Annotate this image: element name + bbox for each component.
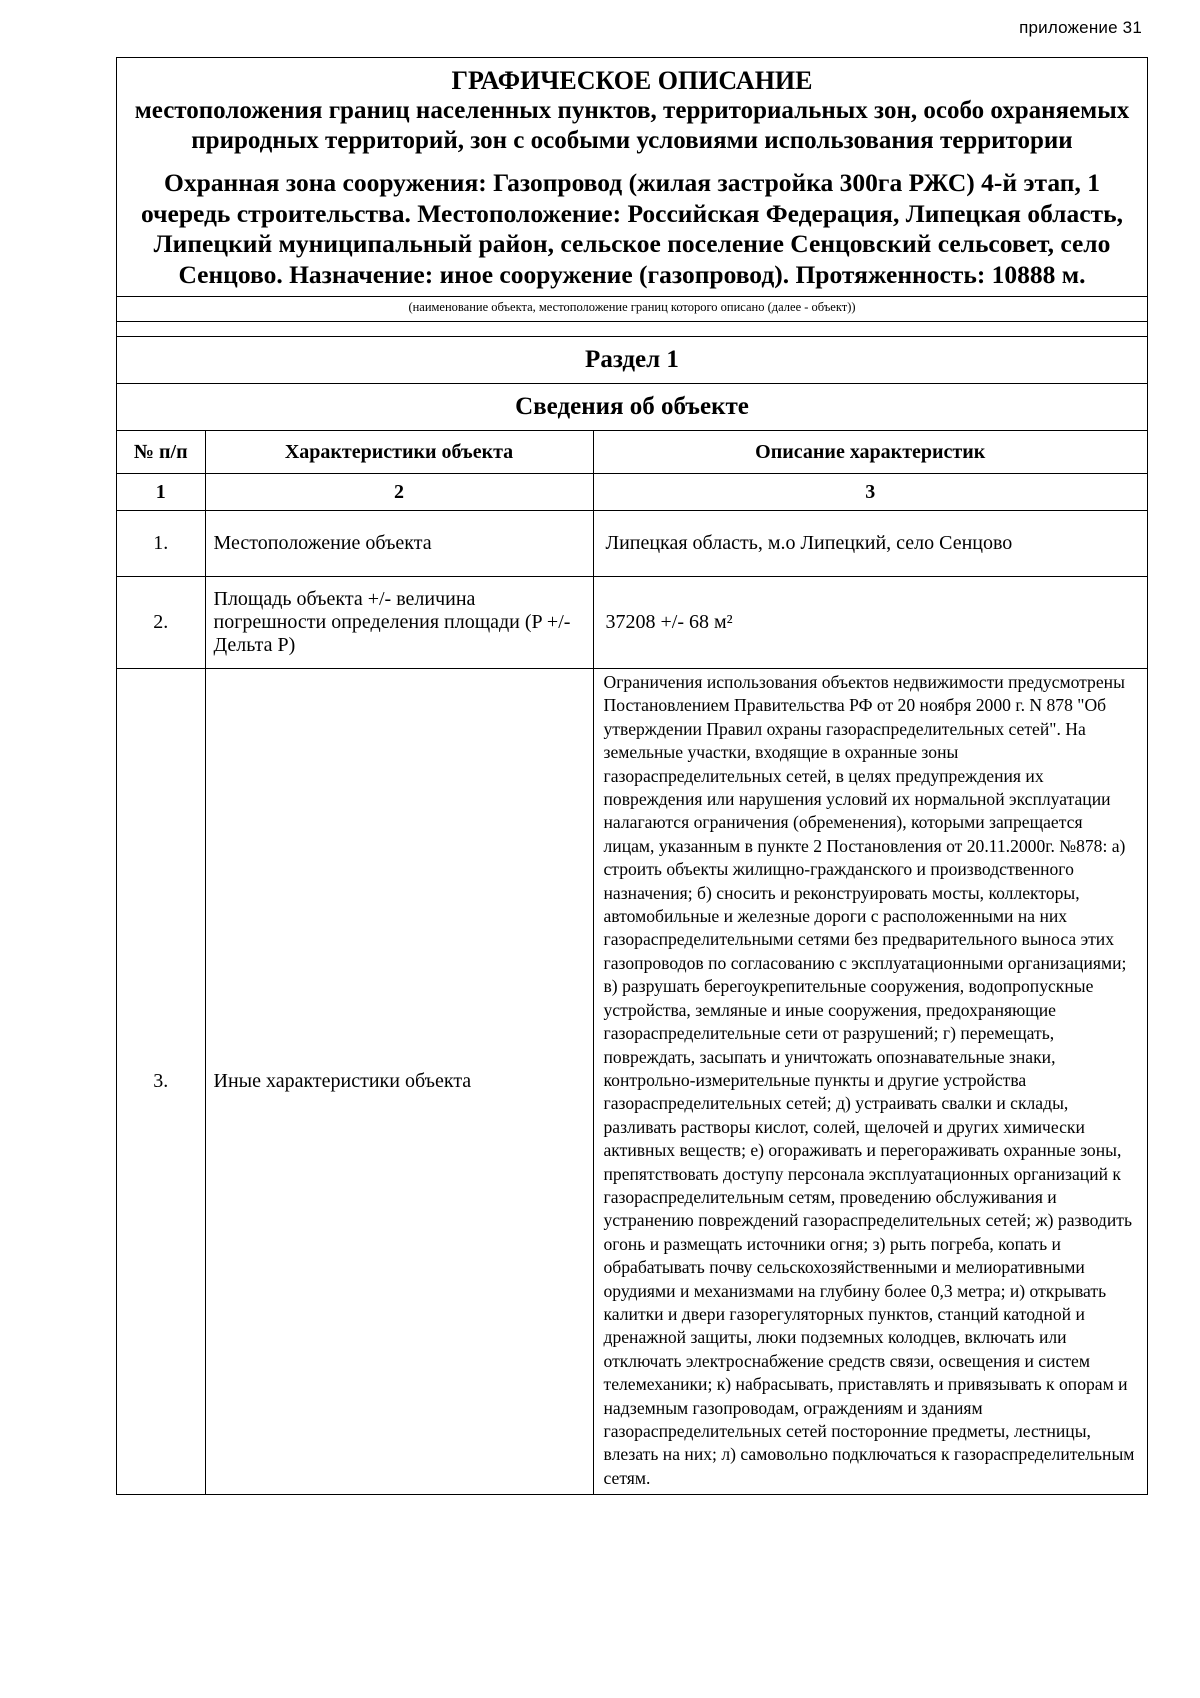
table-header-row	[117, 431, 1147, 474]
row-characteristic: Площадь объекта +/- величина погрешности определения площади (P +/- Дельта P)	[205, 577, 593, 669]
row-characteristic: Иные характеристики объекта	[205, 669, 593, 1495]
section-title: Сведения об объекте	[117, 383, 1147, 430]
column-number-2: 2	[205, 474, 593, 511]
row-description: Липецкая область, м.о Липецкий, село Сенцово	[593, 511, 1147, 577]
row-number: 2.	[117, 577, 205, 669]
document-frame	[116, 57, 1148, 1495]
row-description: Ограничения использования объектов недвижимости предусмотрены Постановлением Правительства РФ от 20 ноября 2000 г. N 878 "Об утверждении Правил охраны газораспределительных сетей". На земельные участки, входящие в охранные зоны газораспределительных сетей, в целях предупреждения их повреждения или нарушения условий их нормальной эксплуатации налагаются ограничения (обременения), которыми запрещается лицам, указанным в пункте 2 Постановления от 20.11.2000г. №878: а) строить объекты жилищно-гражданского и производственного назначения; б) сносить и реконструировать мосты, коллекторы, автомобильные и железные дороги с расположенными на них газораспределительными сетями без предварительного выноса этих газопроводов по согласованию с эксплуатационными организациями; в) разрушать берегоукрепительные сооружения, водопропускные устройства, земляные и иные сооружения, предохраняющие газораспределительные сети от разрушений; г) перемещать, повреждать, засыпать и уничтожать опознавательные знаки, контрольно-измерительные пункты и другие устройства газораспределительных сетей; д) устраивать свалки и склады, разливать растворы кислот, солей, щелочей и других химически активных веществ; е) огораживать и перегораживать охранные зоны, препятствовать доступу персонала эксплуатационных организаций к газораспределительным сетям, проведению обслуживания и устранению повреждений газораспределительных сетей; ж) разводить огонь и размещать источники огня; з) рыть погреба, копать и обрабатывать почву сельскохозяйственными и мелиоративными орудиями и механизмами на глубину более 0,3 метра; и) открывать калитки и двери газорегуляторных пунктов, станций катодной и дренажной защиты, люки подземных колодцев, включать или отключать электроснабжение средств связи, освещения и систем телемеханики; к) набрасывать, приставлять и привязывать к опорам и надземным газопроводам, ограждениям и зданиям газораспределительных сетей посторонние предметы, лестницы, влезать на них; л) самовольно подключаться к газораспределительным сетям.	[593, 669, 1147, 1495]
section-number: Раздел 1	[117, 336, 1147, 383]
object-name: Охранная зона сооружения: Газопровод (жилая застройка 300га РЖС) 4-й этап, 1 очередь строительства. Местоположение: Российская Федерация, Липецкая область, Липецкий муниципальный район, сельское поселение Сенцовский сельсовет, село Сенцово. Назначение: иное сооружение (газопровод). Протяженность: 10888 м.	[141, 168, 1123, 289]
column-number-row	[117, 474, 1147, 511]
spacer-row	[117, 321, 1147, 336]
column-number-1: 1	[117, 474, 205, 511]
column-number-3: 3	[593, 474, 1147, 511]
row-number: 1.	[117, 511, 205, 577]
row-number: 3.	[117, 669, 205, 1495]
header-number: № п/п	[117, 431, 205, 474]
document-subtitle: местоположения границ населенных пунктов, территориальных зон, особо охраняемых природных территорий, зон с особыми условиями использования территории	[134, 97, 1130, 154]
object-name-caption: (наименование объекта, местоположение границ которого описано (далее - объект))	[117, 296, 1147, 321]
row-characteristic: Местоположение объекта	[205, 511, 593, 577]
table-row	[117, 669, 1147, 1495]
header-characteristic: Характеристики объекта	[205, 431, 593, 474]
table-row	[117, 511, 1147, 577]
appendix-label: приложение 31	[1019, 18, 1142, 37]
header-description: Описание характеристик	[593, 431, 1147, 474]
table-row	[117, 577, 1147, 669]
object-info-table	[117, 430, 1147, 1494]
document-title: ГРАФИЧЕСКОЕ ОПИСАНИЕ	[451, 66, 813, 95]
row-description: 37208 +/- 68 м²	[593, 577, 1147, 669]
document-header	[117, 58, 1147, 296]
